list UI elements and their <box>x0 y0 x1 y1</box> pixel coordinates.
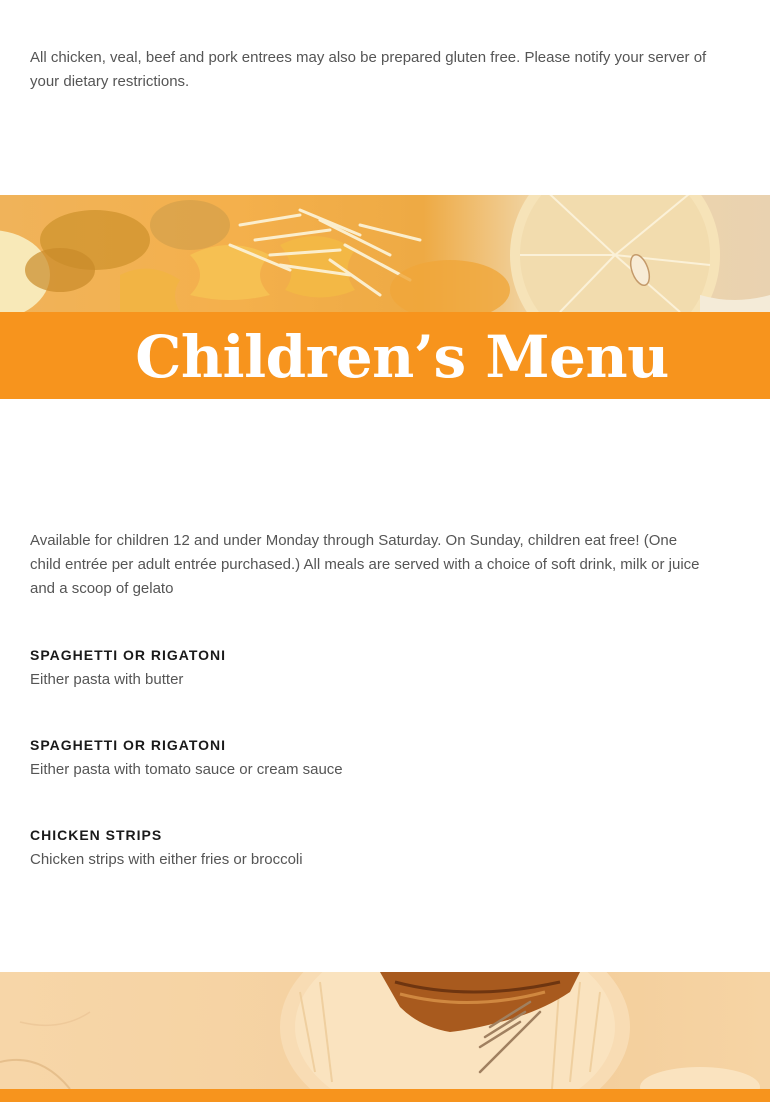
dessert-photo-illustration <box>0 972 770 1089</box>
menu-item-description: Either pasta with tomato sauce or cream sauce <box>30 761 343 778</box>
menu-item <box>30 826 710 870</box>
next-section-title-band <box>0 1089 770 1102</box>
menu-item <box>30 646 710 690</box>
childrens-menu-title: Children’s Menu <box>135 323 669 391</box>
menu-item-description: Chicken strips with either fries or broccoli <box>30 851 303 868</box>
gluten-free-note: All chicken, veal, beef and pork entrees may also be prepared gluten free. Please notify your server of your dietary restrictions. <box>30 49 707 90</box>
childrens-menu-intro: Available for children 12 and under Monday through Saturday. On Sunday, children eat free! (One child entrée per adult entrée purchased.) All meals are served with a choice of soft drink, milk or juice and a scoop of gelato <box>30 532 700 597</box>
dessert-photo-banner <box>0 972 770 1089</box>
menu-item-name: SPAGHETTI OR RIGATONI <box>30 647 227 663</box>
menu-item <box>30 736 710 780</box>
pasta-photo-illustration <box>0 195 770 312</box>
menu-item-description: Either pasta with butter <box>30 671 184 688</box>
menu-item-name: SPAGHETTI OR RIGATONI <box>30 737 227 753</box>
childrens-menu-title-band <box>0 312 770 399</box>
menu-item-name: CHICKEN STRIPS <box>30 827 163 843</box>
pasta-photo-banner <box>0 195 770 312</box>
